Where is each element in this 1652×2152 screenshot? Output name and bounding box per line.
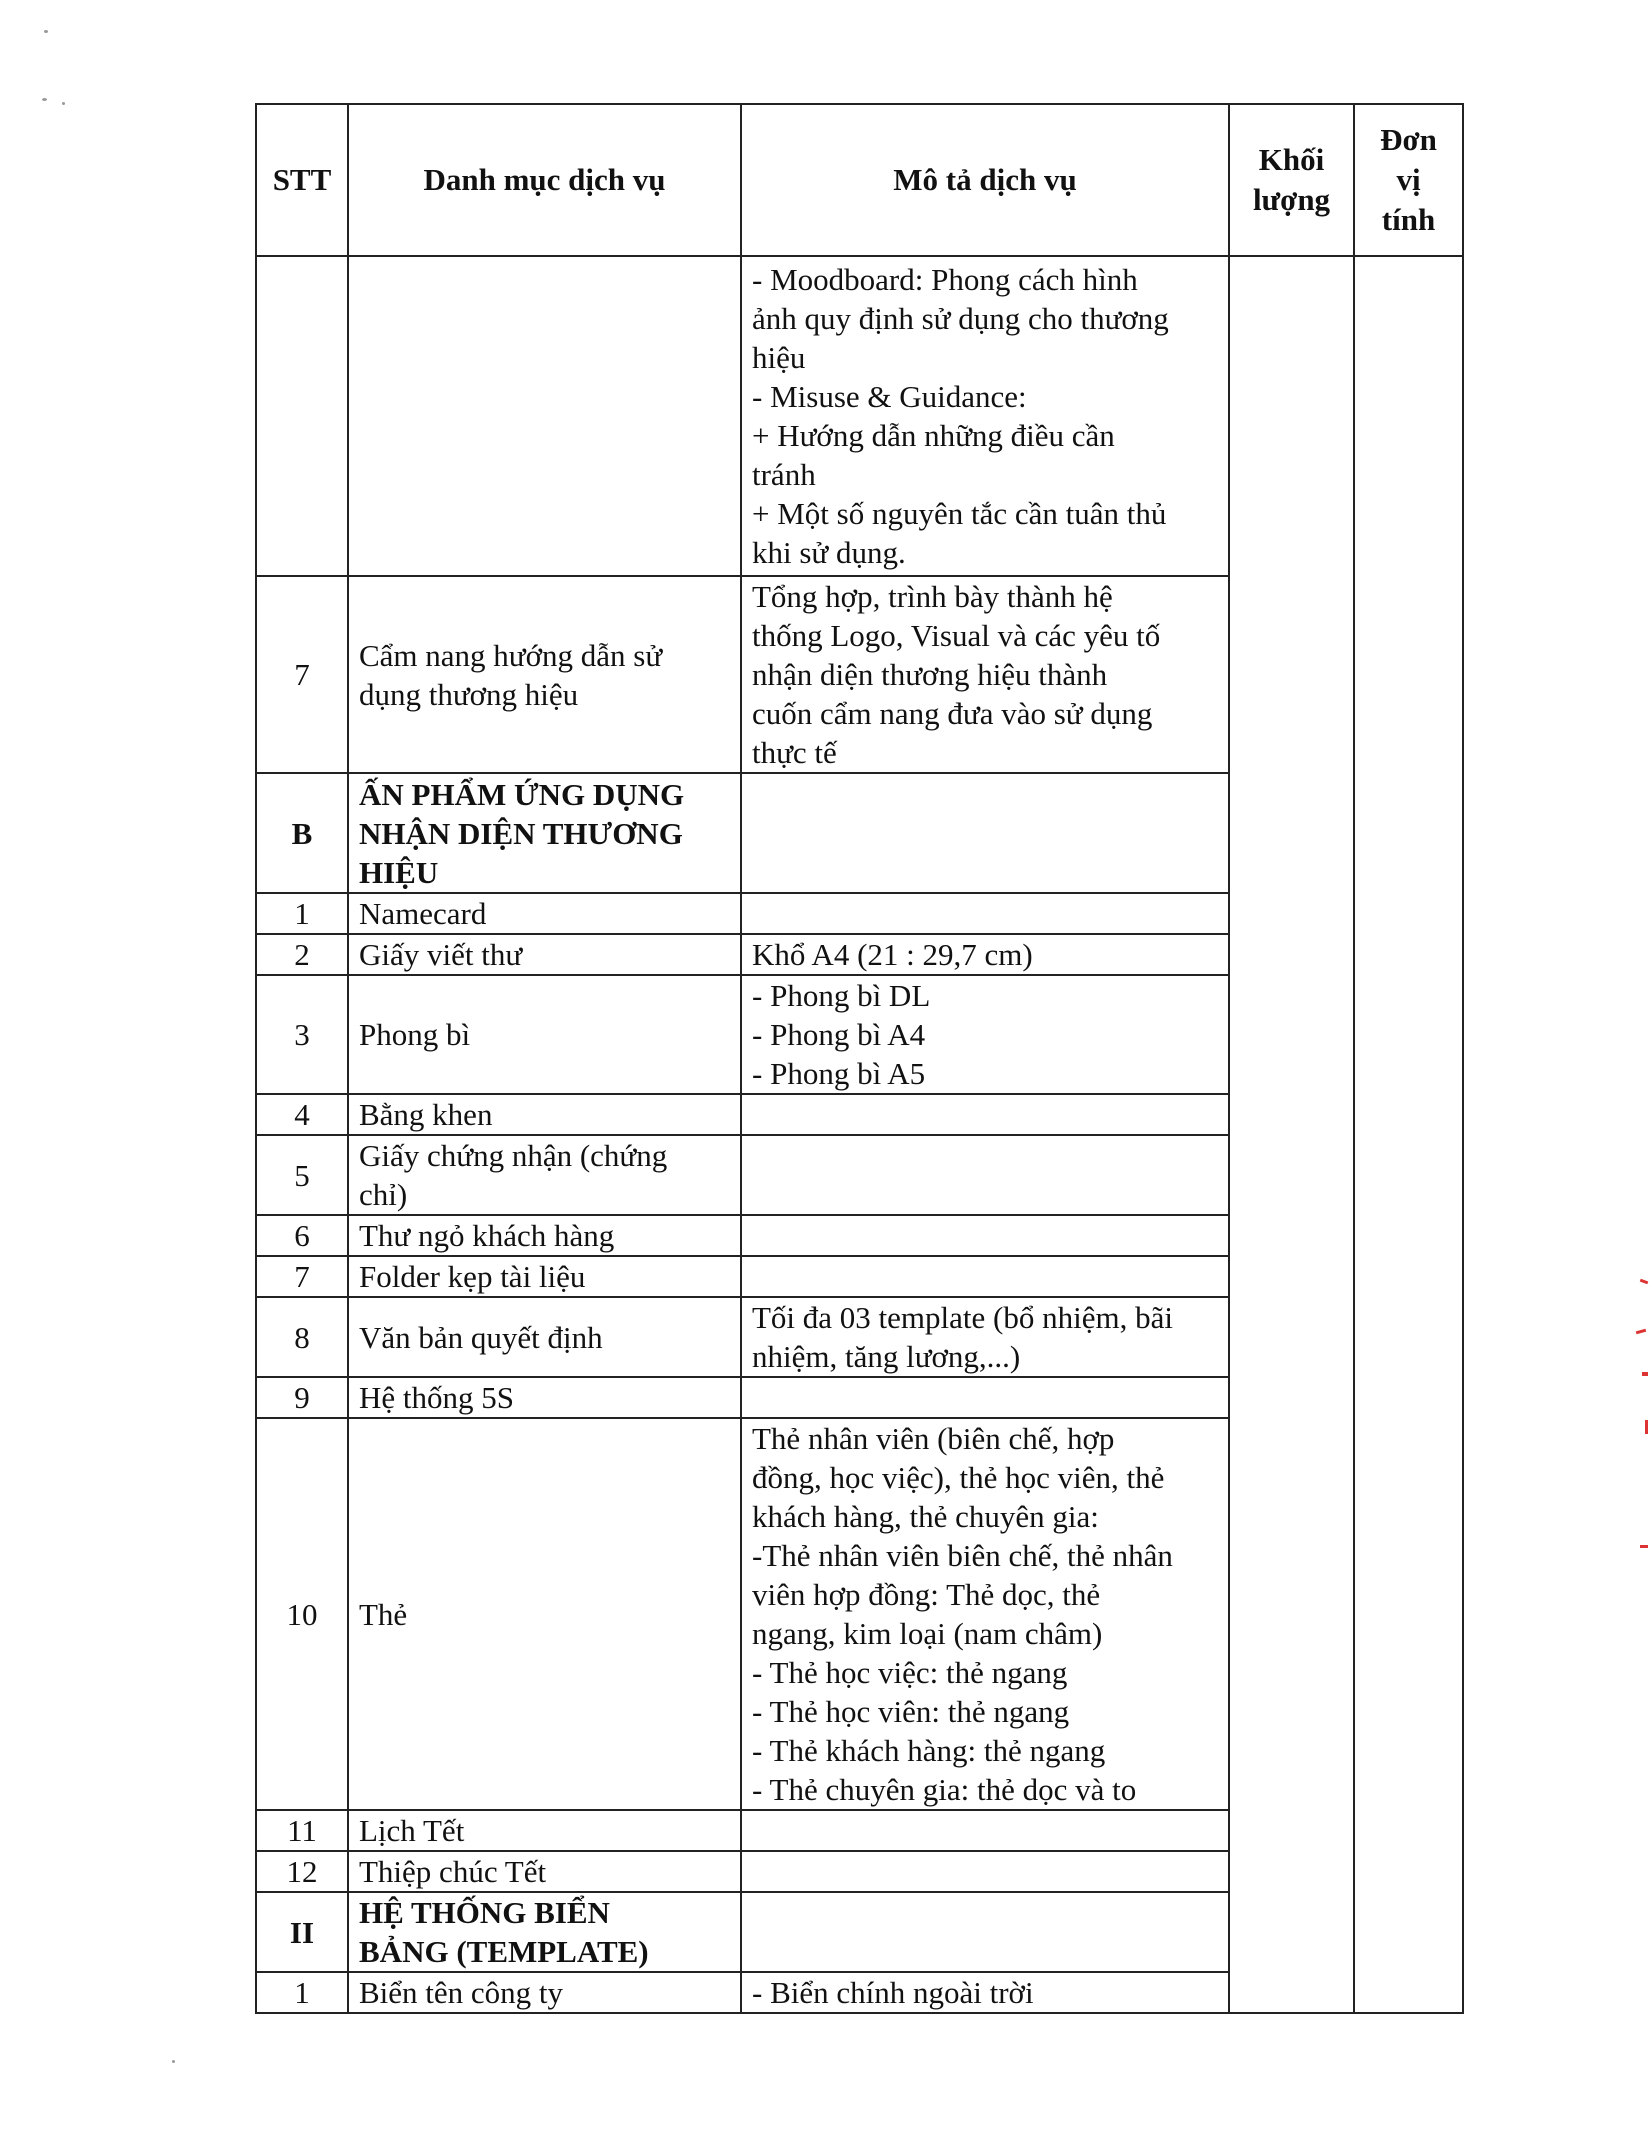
description-line: thống Logo, Visual và các yêu tố xyxy=(752,618,1161,653)
description-line: nhiệm, tăng lương,...) xyxy=(752,1339,1021,1374)
description-line: + Một số nguyên tắc cần tuân thủ xyxy=(752,496,1167,531)
row-description xyxy=(741,934,1229,975)
red-stamp-edge xyxy=(1645,1420,1648,1434)
category-line: Bằng khen xyxy=(359,1097,493,1132)
row-category xyxy=(348,1418,741,1810)
row-description xyxy=(741,1256,1229,1297)
row-description xyxy=(741,1418,1229,1810)
category-line: dụng thương hiệu xyxy=(359,676,579,712)
description-line: viên hợp đồng: Thẻ dọc, thẻ xyxy=(752,1577,1101,1612)
row-description xyxy=(741,1972,1229,2013)
row-stt: 7 xyxy=(256,576,348,773)
row-stt: 8 xyxy=(256,1297,348,1377)
description-line: hiệu xyxy=(752,340,806,375)
category-line: Thiệp chúc Tết xyxy=(359,1854,547,1889)
row-stt: 5 xyxy=(256,1135,348,1215)
row-stt xyxy=(256,256,348,576)
description-line: - Misuse & Guidance: xyxy=(752,379,1027,414)
row-stt: 4 xyxy=(256,1094,348,1135)
description-line: nhận diện thương hiệu thành xyxy=(752,657,1108,692)
row-category xyxy=(348,576,741,773)
description-line: - Phong bì A5 xyxy=(752,1056,926,1091)
row-category xyxy=(348,975,741,1094)
row-description xyxy=(741,1094,1229,1135)
row-category xyxy=(348,1972,741,2013)
row-description xyxy=(741,576,1229,773)
row-description xyxy=(741,1851,1229,1892)
row-category xyxy=(348,773,741,893)
category-line: Cẩm nang hướng dẫn sử xyxy=(359,637,663,673)
category-line: Lịch Tết xyxy=(359,1813,465,1848)
row-category xyxy=(348,256,741,576)
header-category: Danh mục dịch vụ xyxy=(348,104,741,256)
row-stt: 12 xyxy=(256,1851,348,1892)
description-line: khi sử dụng. xyxy=(752,535,906,570)
row-stt: II xyxy=(256,1892,348,1972)
row-stt: 1 xyxy=(256,893,348,934)
row-stt: 11 xyxy=(256,1810,348,1851)
category-line: Namecard xyxy=(359,896,487,931)
category-line: BẢNG (TEMPLATE) xyxy=(359,1934,649,1969)
red-stamp-edge xyxy=(1642,1372,1648,1376)
unit-column xyxy=(1354,256,1463,2013)
description-line: đồng, học việc), thẻ học viên, thẻ xyxy=(752,1460,1165,1495)
row-category xyxy=(348,1256,741,1297)
row-category xyxy=(348,1135,741,1215)
category-line: Văn bản quyết định xyxy=(359,1319,603,1355)
description-line: + Hướng dẫn những điều cần xyxy=(752,418,1115,453)
row-category xyxy=(348,893,741,934)
row-stt: 10 xyxy=(256,1418,348,1810)
description-line: - Thẻ học việc: thẻ ngang xyxy=(752,1655,1068,1690)
category-line: Biển tên công ty xyxy=(359,1975,564,2010)
row-category xyxy=(348,934,741,975)
row-category xyxy=(348,1851,741,1892)
red-stamp-edge xyxy=(1640,1279,1649,1285)
description-line: ngang, kim loại (nam châm) xyxy=(752,1616,1103,1651)
description-line: Tổng hợp, trình bày thành hệ xyxy=(752,579,1113,614)
table-row xyxy=(256,256,1463,576)
category-line: HIỆU xyxy=(359,854,439,890)
description-line: - Thẻ chuyên gia: thẻ dọc và to xyxy=(752,1772,1137,1807)
row-description xyxy=(741,1297,1229,1377)
description-line: tránh xyxy=(752,457,816,492)
row-description xyxy=(741,1215,1229,1256)
category-line: NHẬN DIỆN THƯƠNG xyxy=(359,815,683,851)
row-description xyxy=(741,975,1229,1094)
row-description xyxy=(741,1810,1229,1851)
red-stamp-edge xyxy=(1640,1545,1648,1548)
service-table xyxy=(255,103,1464,2014)
row-description xyxy=(741,256,1229,576)
category-line: chỉ) xyxy=(359,1177,408,1212)
row-description xyxy=(741,773,1229,893)
description-line: - Phong bì DL xyxy=(752,978,931,1013)
header-stt: STT xyxy=(256,104,348,256)
description-line: Tối đa 03 template (bổ nhiệm, bãi xyxy=(752,1300,1173,1335)
description-line: - Thẻ học viên: thẻ ngang xyxy=(752,1694,1070,1729)
row-category xyxy=(348,1892,741,1972)
row-description xyxy=(741,1377,1229,1418)
row-category xyxy=(348,1810,741,1851)
scan-speck xyxy=(42,98,47,101)
row-stt: 1 xyxy=(256,1972,348,2013)
row-stt: 7 xyxy=(256,1256,348,1297)
description-line: - Thẻ khách hàng: thẻ ngang xyxy=(752,1733,1106,1768)
scan-speck xyxy=(62,102,65,105)
row-stt: 3 xyxy=(256,975,348,1094)
row-category xyxy=(348,1094,741,1135)
scan-speck xyxy=(44,30,48,33)
category-line: Phong bì xyxy=(359,1017,471,1052)
row-category xyxy=(348,1297,741,1377)
description-line: thực tế xyxy=(752,735,837,770)
row-stt: 2 xyxy=(256,934,348,975)
category-line: Giấy viết thư xyxy=(359,937,523,972)
category-line: Folder kẹp tài liệu xyxy=(359,1259,586,1294)
row-description xyxy=(741,1135,1229,1215)
category-line: Thẻ xyxy=(359,1596,408,1632)
description-line: ảnh quy định sử dụng cho thương xyxy=(752,301,1169,336)
quantity-column xyxy=(1229,256,1354,2013)
category-line: Hệ thống 5S xyxy=(359,1380,514,1415)
description-line: - Moodboard: Phong cách hình xyxy=(752,262,1138,297)
row-description xyxy=(741,1892,1229,1972)
description-line: -Thẻ nhân viên biên chế, thẻ nhân xyxy=(752,1538,1173,1573)
row-stt: B xyxy=(256,773,348,893)
table-header-row xyxy=(256,104,1463,256)
description-line: khách hàng, thẻ chuyên gia: xyxy=(752,1499,1099,1534)
header-description: Mô tả dịch vụ xyxy=(741,104,1229,256)
row-category xyxy=(348,1377,741,1418)
header-unit: Đơn vị tính xyxy=(1354,104,1463,256)
category-line: Giấy chứng nhận (chứng xyxy=(359,1138,668,1173)
row-stt: 9 xyxy=(256,1377,348,1418)
row-description xyxy=(741,893,1229,934)
scan-speck xyxy=(172,2060,175,2063)
row-category xyxy=(348,1215,741,1256)
red-stamp-edge xyxy=(1636,1329,1646,1334)
category-line: ẤN PHẨM ỨNG DỤNG xyxy=(359,776,685,812)
category-line: HỆ THỐNG BIỂN xyxy=(359,1895,610,1930)
description-line: - Phong bì A4 xyxy=(752,1017,926,1052)
description-line: cuốn cẩm nang đưa vào sử dụng xyxy=(752,696,1153,731)
row-stt: 6 xyxy=(256,1215,348,1256)
description-line: Thẻ nhân viên (biên chế, hợp xyxy=(752,1421,1115,1456)
description-line: Khổ A4 (21 : 29,7 cm) xyxy=(752,937,1033,972)
table-body xyxy=(256,256,1463,2013)
category-line: Thư ngỏ khách hàng xyxy=(359,1218,615,1253)
header-quantity: Khối lượng xyxy=(1229,104,1354,256)
description-line: - Biển chính ngoài trời xyxy=(752,1975,1034,2010)
